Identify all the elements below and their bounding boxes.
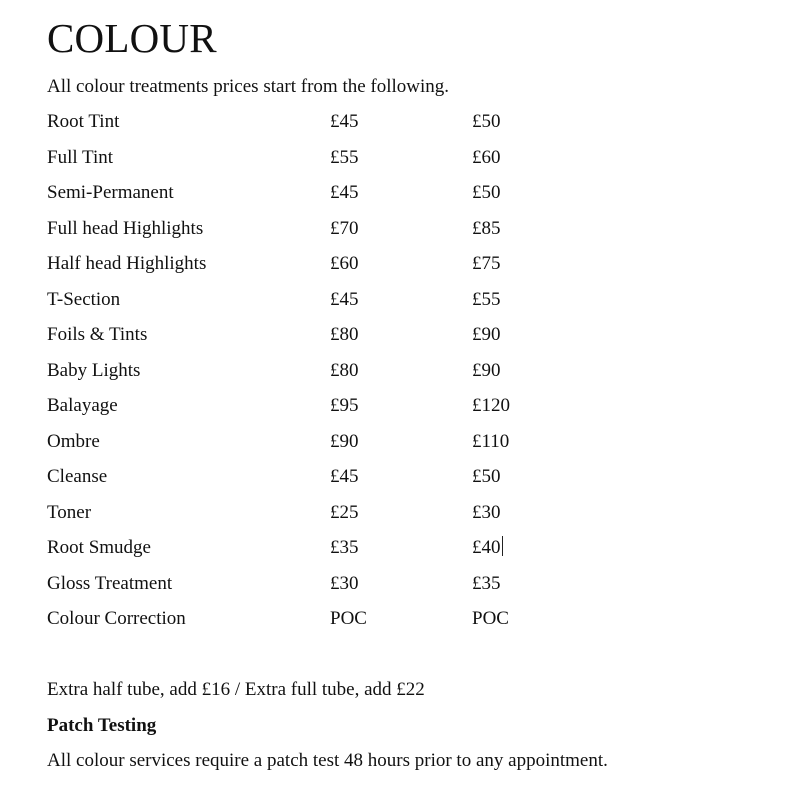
price-column-2: £55 bbox=[472, 288, 501, 310]
service-name: Full Tint bbox=[47, 146, 114, 168]
price-column-2: £50 bbox=[472, 466, 501, 487]
table-row bbox=[47, 572, 607, 608]
price-column-1: POC bbox=[330, 608, 367, 629]
price-column-1: £25 bbox=[330, 501, 359, 523]
price-column-1: £30 bbox=[330, 572, 359, 594]
price-column-2: POC bbox=[472, 608, 509, 629]
price-column-2: £90 bbox=[472, 324, 501, 345]
table-row bbox=[47, 607, 607, 643]
text-cursor bbox=[502, 536, 503, 556]
price-column-1: £80 bbox=[330, 359, 359, 381]
price-column-1: £95 bbox=[330, 395, 359, 416]
service-name: Semi-Permanent bbox=[47, 182, 174, 203]
extra-tube-note: Extra half tube, add £16 / Extra full tube, add £22 bbox=[47, 679, 425, 700]
price-column-2: £120 bbox=[472, 395, 510, 416]
table-row bbox=[47, 146, 607, 182]
price-column-2: £40 bbox=[472, 537, 501, 558]
table-row bbox=[47, 501, 607, 537]
price-table bbox=[47, 110, 607, 643]
service-name: Gloss Treatment bbox=[47, 572, 173, 594]
price-column-1: £55 bbox=[330, 146, 359, 168]
service-name: Ombre bbox=[47, 430, 100, 452]
price-column-1: £45 bbox=[330, 182, 359, 203]
service-name: T-Section bbox=[47, 288, 121, 310]
service-name: Cleanse bbox=[47, 466, 108, 487]
price-column-2: £30 bbox=[472, 501, 501, 523]
table-row bbox=[47, 394, 607, 430]
price-column-1: £35 bbox=[330, 537, 359, 558]
price-column-1: £60 bbox=[330, 253, 359, 274]
service-name: Balayage bbox=[47, 395, 118, 416]
table-row bbox=[47, 288, 607, 324]
table-row bbox=[47, 323, 607, 359]
price-column-1: £70 bbox=[330, 217, 359, 239]
price-column-2: £60 bbox=[472, 146, 501, 168]
price-column-1: £45 bbox=[330, 288, 359, 310]
table-row bbox=[47, 536, 607, 572]
patch-testing-text: All colour services require a patch test 48 hours prior to any appointment. bbox=[47, 750, 608, 771]
price-column-2: £75 bbox=[472, 253, 501, 274]
price-column-1: £45 bbox=[330, 111, 359, 132]
service-name: Half head Highlights bbox=[47, 253, 207, 274]
service-name: Full head Highlights bbox=[47, 217, 204, 239]
service-name: Foils & Tints bbox=[47, 324, 148, 345]
price-column-1: £45 bbox=[330, 466, 359, 487]
table-row bbox=[47, 430, 607, 466]
table-row bbox=[47, 217, 607, 253]
service-name: Baby Lights bbox=[47, 359, 141, 381]
page-title: COLOUR bbox=[47, 15, 217, 61]
service-name: Root Smudge bbox=[47, 537, 151, 558]
table-row bbox=[47, 110, 607, 146]
table-row bbox=[47, 359, 607, 395]
table-row bbox=[47, 465, 607, 501]
price-column-2: £90 bbox=[472, 359, 501, 381]
patch-testing-heading: Patch Testing bbox=[47, 715, 157, 736]
table-row bbox=[47, 252, 607, 288]
intro-text: All colour treatments prices start from the following. bbox=[47, 76, 450, 97]
service-name: Toner bbox=[47, 501, 92, 523]
service-name: Colour Correction bbox=[47, 608, 186, 629]
table-row bbox=[47, 181, 607, 217]
price-column-2: £35 bbox=[472, 572, 501, 594]
price-column-2: £110 bbox=[472, 430, 510, 452]
price-column-2: £85 bbox=[472, 217, 501, 239]
price-column-1: £90 bbox=[330, 430, 359, 452]
price-column-2: £50 bbox=[472, 111, 501, 132]
price-column-1: £80 bbox=[330, 324, 359, 345]
service-name: Root Tint bbox=[47, 111, 120, 132]
price-column-2: £50 bbox=[472, 182, 501, 203]
